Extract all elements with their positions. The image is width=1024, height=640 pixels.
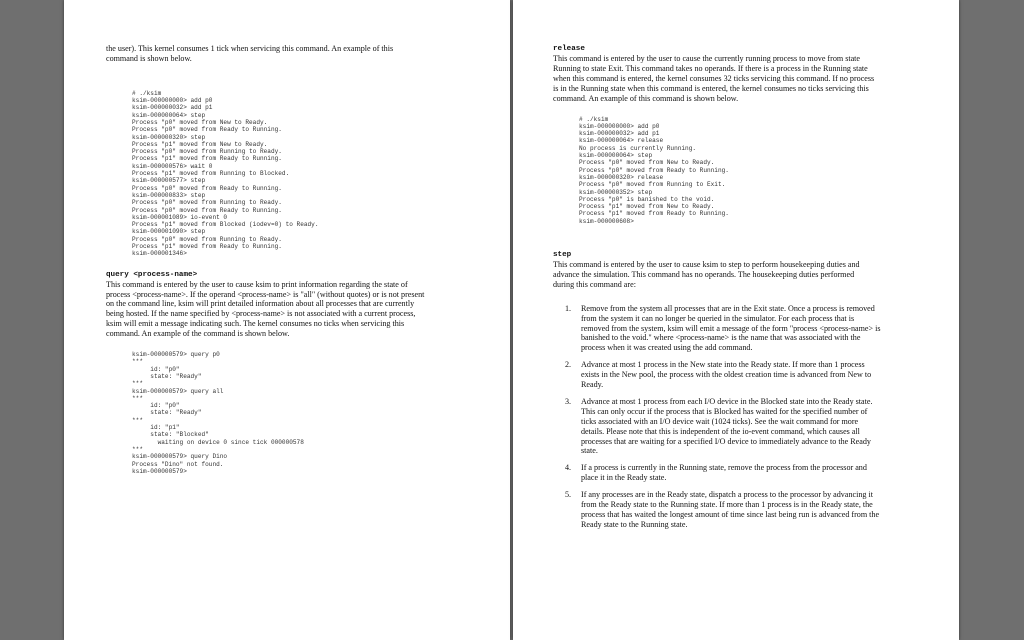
text-line: command is shown below. xyxy=(106,53,192,63)
text-line: Running to state Exit. This command takes no operands. If there is a process in the Running state xyxy=(553,63,868,73)
text-line: details. Please note that this is independent of the io-event command, which causes all xyxy=(581,426,860,436)
text-line: state. xyxy=(581,446,598,456)
list-item xyxy=(553,463,923,483)
release-command-heading: release xyxy=(553,45,585,53)
list-item-number: 4. xyxy=(565,463,572,473)
code-example-query: ksim-000000579> query p0 *** id: "p0" state: "Ready" *** ksim-000000579> query all *** id: "p0" state: "Ready" *** id: "p1" state: "Blocked" waiting on device 0 since tick 000000578 *** ksim-000000579> query Dino Process "Dino" not found. ksim-000000579> xyxy=(132,351,304,475)
text-line: If any processes are in the Ready state, dispatch a process to the processor by advancing it xyxy=(581,490,873,500)
text-line: processes that are waiting for a specified I/O device to immediately advance to the Ready xyxy=(581,436,871,446)
text-line: from the system it can no longer be queried in the simulator. For each process that is xyxy=(581,313,855,323)
text-line: process when it was created using the add command. xyxy=(581,343,753,353)
intro-paragraph xyxy=(106,44,480,64)
text-line: exists in the New pool, the process with the oldest creation time is advanced from New to xyxy=(581,370,872,380)
query-command-heading: query <process-name> xyxy=(106,270,198,279)
code-example-release: # ./ksim ksim-000000000> add p0 ksim-000000032> add p1 ksim-000000064> release No process is currently Running. ksim-000000064> step Process "p0" moved from New to Ready. Process "p0" moved from Ready to Running. ksim-000000320> release Process "p0" moved from Running to Exit. ksim-000000352> step Process "p0" is banished to the void. Process "p1" moved from New to Ready. Process "p1" moved from Ready to Running. ksim-000000608> xyxy=(579,115,729,225)
text-line: Ready state to the Running state. xyxy=(581,519,688,529)
text-line: This can only occur if the process that is Blocked has waited for the specified number of xyxy=(581,406,868,416)
text-line: This command is entered by the user to cause the currently running process to move from state xyxy=(553,54,861,63)
list-item-number: 2. xyxy=(565,360,572,370)
text-line: when this command is entered, the kernel consumes 32 ticks servicing this command. If no process xyxy=(553,73,875,83)
text-line: removed from the system, ksim will emit a message of the form "process <process-name> is xyxy=(581,323,881,333)
text-line: advance the simulation. This command has no operands. The housekeeping duties performed xyxy=(553,269,855,279)
list-item-number: 1. xyxy=(565,303,572,313)
step-description xyxy=(553,260,923,290)
list-item xyxy=(553,397,923,456)
text-line: Advance at most 1 process from each I/O device in the Blocked state into the Ready state. xyxy=(581,396,873,406)
text-line: process that has waited the longest amount of time since last being run is advanced from the xyxy=(581,510,880,520)
text-line: being hosted. If the name specified by <process-name> is not associated with a current process, xyxy=(106,309,416,319)
page-right xyxy=(513,0,959,640)
list-item xyxy=(553,490,923,530)
page-left-content xyxy=(106,44,480,475)
text-line: This command is entered by the user to cause ksim to step to perform housekeeping duties and xyxy=(553,259,860,269)
text-line: is in the Running state when this command is entered, the kernel consumes no ticks servicing this xyxy=(553,83,869,93)
text-line: Ready. xyxy=(581,380,604,390)
text-line: during this command are: xyxy=(553,279,636,289)
text-line: place it in the Ready state. xyxy=(581,473,667,483)
text-line: on the command line, ksim will print detailed information about all processes that are currently xyxy=(106,299,415,309)
text-line: ksim will emit a message indicating such. The kernel consumes no ticks when servicing this xyxy=(106,319,405,329)
text-line: command. An example of this command is shown below. xyxy=(553,93,739,103)
step-command-heading: step xyxy=(553,250,572,259)
list-item xyxy=(553,360,923,390)
code-example-add-step: # ./ksim ksim-000000000> add p0 ksim-000000032> add p1 ksim-000000064> step Process "p0" moved from New to Ready. Process "p0" moved from Ready to Running. ksim-000000320> step Process "p1" moved from New to Ready. Process "p0" moved from Running to Ready. Process "p1" moved from Ready to Running. ksim-000000576> wait 0 Process "p1" moved from Running to Blocked. ksim-000000577> step Process "p0" moved from Ready to Running. ksim-000000833> step Process "p0" moved from Running to Ready. Process "p0" moved from Ready to Running. ksim-000001089> io-event 0 Process "p1" moved from Blocked (iodev=0) to Ready. ksim-000001090> step Process "p0" moved from Running to Ready. Process "p1" moved from Ready to Running. ksim-000001346> xyxy=(132,89,319,258)
release-description xyxy=(553,54,923,104)
query-description xyxy=(106,280,480,339)
text-line: Remove from the system all processes that are in the Exit state. Once a process is removed xyxy=(581,303,875,313)
step-duties-list xyxy=(553,304,923,530)
page-right-content xyxy=(553,44,923,537)
text-line: Advance at most 1 process in the New state into the Ready state. If more than 1 process xyxy=(581,360,865,370)
list-item xyxy=(553,304,923,354)
page-left xyxy=(64,0,510,640)
text-line: from the Ready state to the Running state. If more than 1 process is in the Ready state, the xyxy=(581,500,873,510)
text-line: If a process is currently in the Running state, remove the process from the processor and xyxy=(581,463,867,473)
text-line: banished to the void." where <process-name> is the name that was associated with the xyxy=(581,333,861,343)
text-line: the user). This kernel consumes 1 tick when servicing this command. An example of this xyxy=(106,44,394,53)
list-item-number: 3. xyxy=(565,396,572,406)
text-line: command. An example of the command is shown below. xyxy=(106,329,290,339)
text-line: process <process-name>. If the operand <process-name> is "all" (without quotes) or is not present xyxy=(106,289,425,299)
text-line: This command is entered by the user to cause ksim to print information regarding the state of xyxy=(106,279,408,289)
list-item-number: 5. xyxy=(565,490,572,500)
text-line: ticks associated with an I/O device wait (1024 ticks). See the wait command for more xyxy=(581,416,859,426)
